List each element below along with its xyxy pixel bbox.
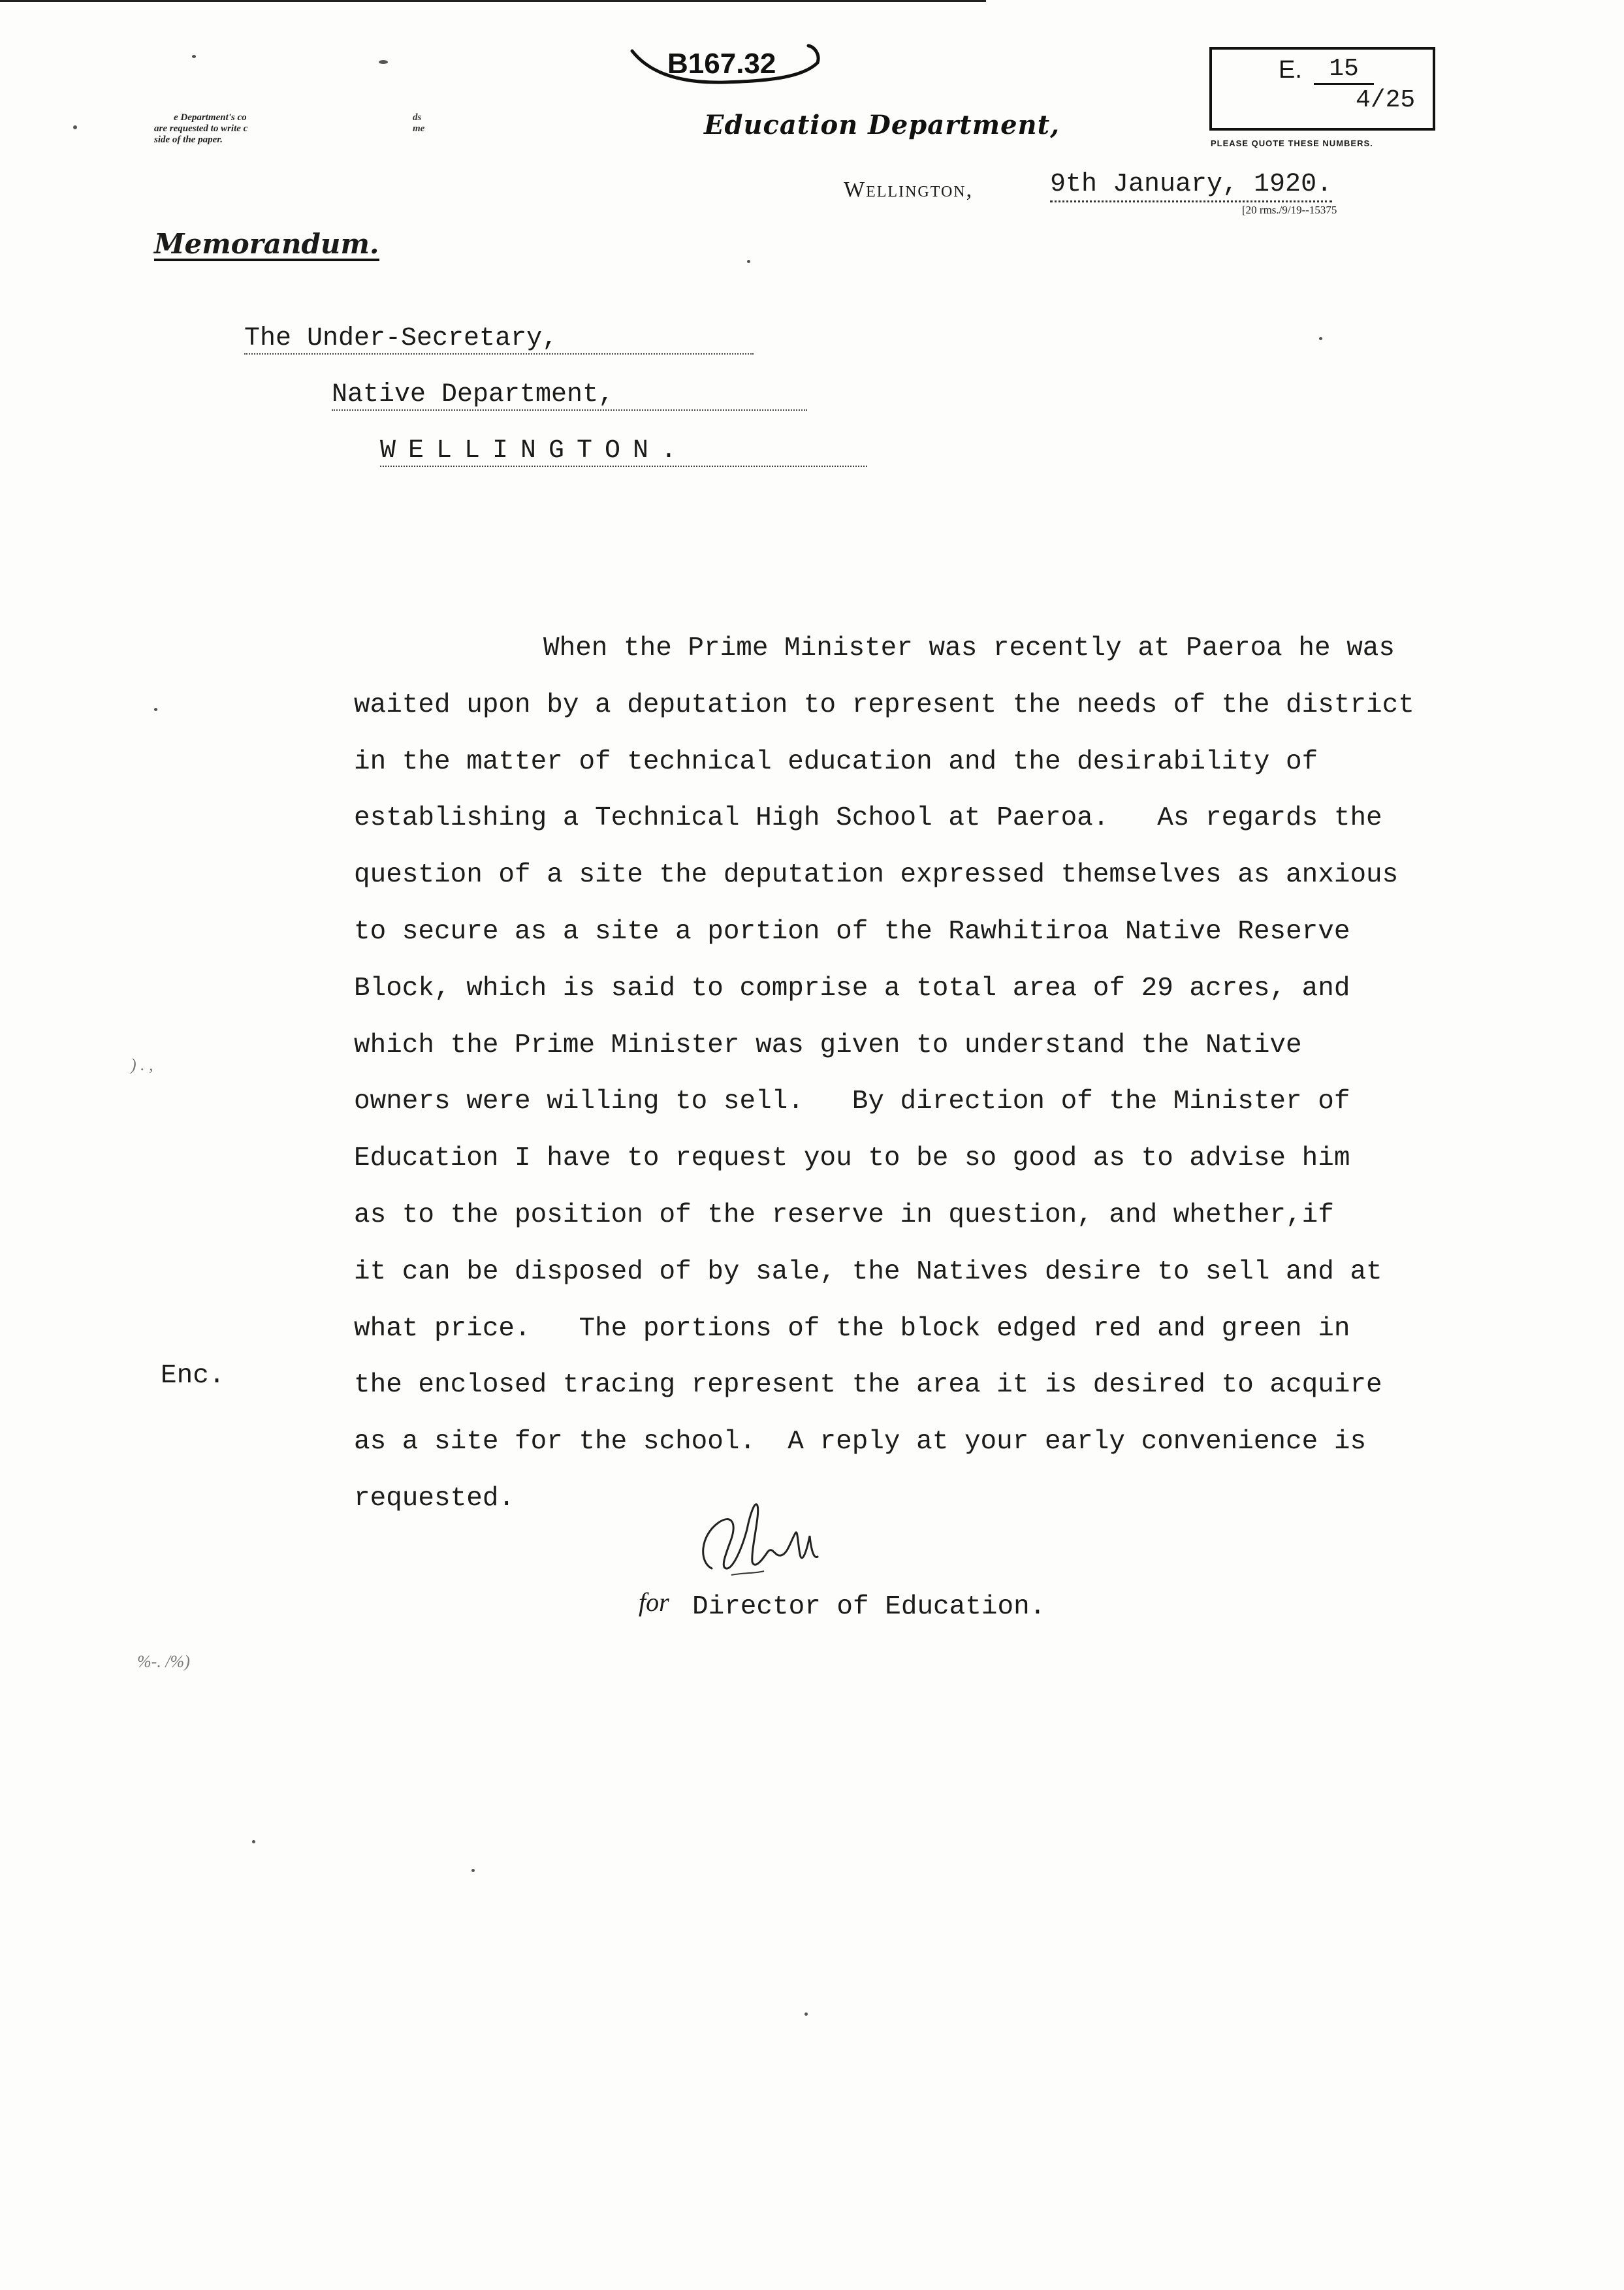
instructions-note-right: ds me [413, 112, 425, 134]
print-reference: [20 rms./9/19--15375 [1242, 204, 1337, 216]
paper-speck [73, 125, 77, 129]
body-line: as to the position of the reserve in question, and whether,if [354, 1200, 1334, 1230]
paper-speck [379, 60, 388, 64]
body-line: Block, which is said to comprise a total area of 29 acres, and [354, 973, 1350, 1004]
body-line: it can be disposed of by sale, the Natives desire to sell and at [354, 1256, 1382, 1287]
reference-number: 15 [1314, 55, 1374, 85]
body-line: When the Prime Minister was recently at Paeroa he was [543, 633, 1395, 663]
department-title: Education Department, [704, 110, 1060, 140]
letter-date: 9th January, 1920. [1050, 170, 1332, 202]
body-line: question of a site the deputation expressed themselves as anxious [354, 860, 1399, 891]
handwritten-signature [692, 1497, 849, 1595]
per-procurationem-mark: for [639, 1587, 669, 1617]
body-line: the enclosed tracing represent the area it is desired to acquire [354, 1370, 1382, 1401]
top-edge-rule [0, 0, 986, 2]
reference-prefix: E. [1279, 56, 1302, 84]
instructions-note: e Department's co are requested to write c side of the paper. [154, 112, 248, 145]
place-label: Wellington, [844, 178, 974, 202]
margin-pencil-mark: ) . , [131, 1055, 153, 1074]
body-line: establishing a Technical High School at Paeroa. As regards the [354, 803, 1382, 834]
paper-speck [804, 2012, 808, 2016]
addressee-line-2: Native Department, [332, 380, 807, 411]
body-line: Education I have to request you to be so good as to advise him [354, 1143, 1350, 1174]
body-line: to secure as a site a portion of the Rawhitiroa Native Reserve [354, 916, 1350, 947]
body-line: which the Prime Minister was given to understand the Native [354, 1030, 1302, 1060]
memorandum-heading: Memorandum. [154, 230, 379, 261]
addressee-line-1: The Under-Secretary, [244, 324, 754, 355]
body-line: owners were willing to sell. By direction of the Minister of [354, 1087, 1350, 1117]
body-line: waited upon by a deputation to represent the needs of the district [354, 690, 1414, 720]
reference-sub-number: 4/25 [1356, 86, 1416, 114]
paper-speck [471, 1869, 475, 1872]
paper-speck [154, 708, 157, 711]
paper-speck [192, 55, 196, 58]
enclosure-note: Enc. [161, 1361, 225, 1391]
reference-note: PLEASE QUOTE THESE NUMBERS. [1211, 138, 1373, 148]
paper-speck [252, 1840, 255, 1843]
paper-speck [747, 260, 750, 263]
margin-pencil-mark: %-. /%) [137, 1652, 190, 1671]
body-line: as a site for the school. A reply at your early convenience is [354, 1427, 1367, 1457]
file-number-stamp [627, 43, 826, 93]
addressee-line-3: WELLINGTON. [380, 436, 867, 467]
paper-speck [1319, 337, 1322, 340]
letter-body [354, 620, 1516, 1527]
file-number-text: B167.32 [667, 48, 776, 80]
body-line: what price. The portions of the block edged red and green in [354, 1313, 1350, 1344]
body-line: in the matter of technical education and the desirability of [354, 746, 1318, 777]
body-line: requested. [354, 1483, 515, 1514]
signatory-title: Director of Education. [692, 1592, 1046, 1622]
